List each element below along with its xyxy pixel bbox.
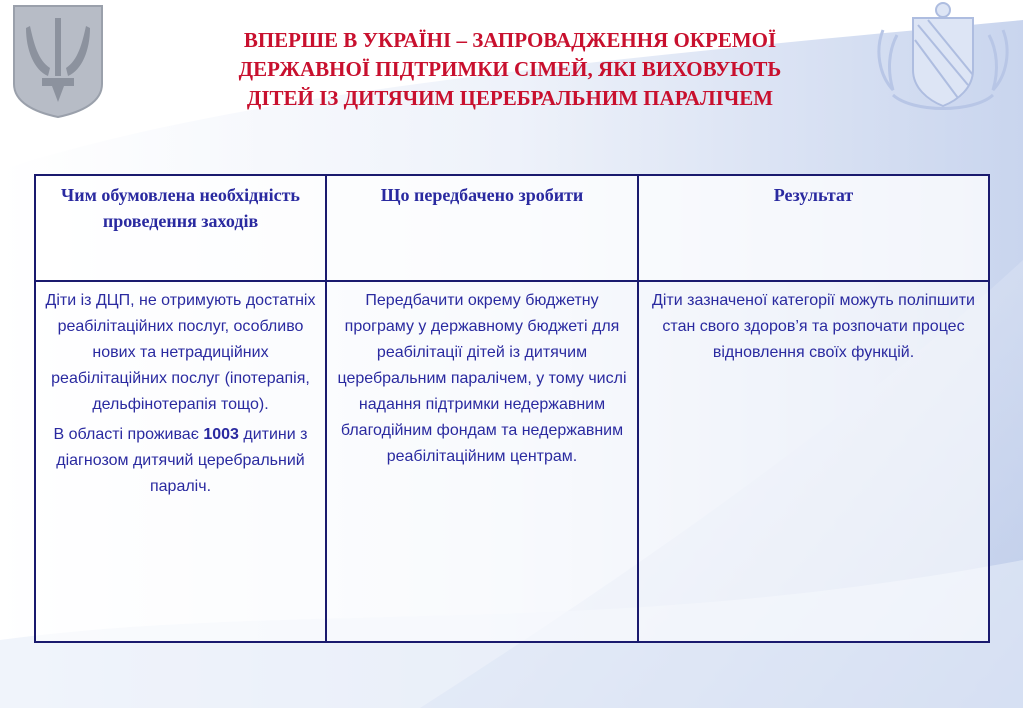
trident-coat-of-arms-icon [12, 4, 104, 119]
cell-result: Діти зазначеної категорії можуть поліпшити стан свого здоров’я та розпочати процес відновлення своїх функцій. [638, 281, 989, 642]
info-table [34, 174, 990, 643]
reason-paragraph-2 [44, 422, 317, 500]
title-line-2: ДЕРЖАВНОЇ ПІДТРИМКИ СІМЕЙ, ЯКІ ВИХОВУЮТЬ [238, 57, 782, 81]
reason-paragraph-1: Діти із ДЦП, не отримують достатніх реабілітаційних послуг, особливо нових та нетрадиційних реабілітаційних послуг (іпотерапія, дельфінотерапія тощо). [45, 292, 316, 413]
title-line-1: ВПЕРШЕ В УКРАЇНІ – ЗАПРОВАДЖЕННЯ ОКРЕМОЇ [243, 28, 777, 52]
header-planned: Що передбачено зробити [326, 175, 638, 281]
table-header-row [35, 175, 989, 281]
reason-text-before: В області проживає [53, 426, 204, 443]
reason-text-after: дитини з діагнозом дитячий церебральний параліч. [56, 426, 308, 495]
header-result: Результат [638, 175, 989, 281]
cell-planned: Передбачити окрему бюджетну програму у державному бюджеті для реабілітації дітей із дитячим церебральним паралічем, у тому числі надання підтримки недержавним благодійним фондам та недержавним реабілітаційним центрам. [326, 281, 638, 642]
children-count: 1003 [203, 426, 239, 443]
header-reason: Чим обумовлена необхідність проведення заходів [35, 175, 326, 281]
cell-reason [35, 281, 326, 642]
table-row [35, 281, 989, 642]
title-line-3: ДІТЕЙ ІЗ ДИТЯЧИМ ЦЕРЕБРАЛЬНИМ ПАРАЛІЧЕМ [246, 86, 774, 110]
page-title [120, 26, 900, 113]
